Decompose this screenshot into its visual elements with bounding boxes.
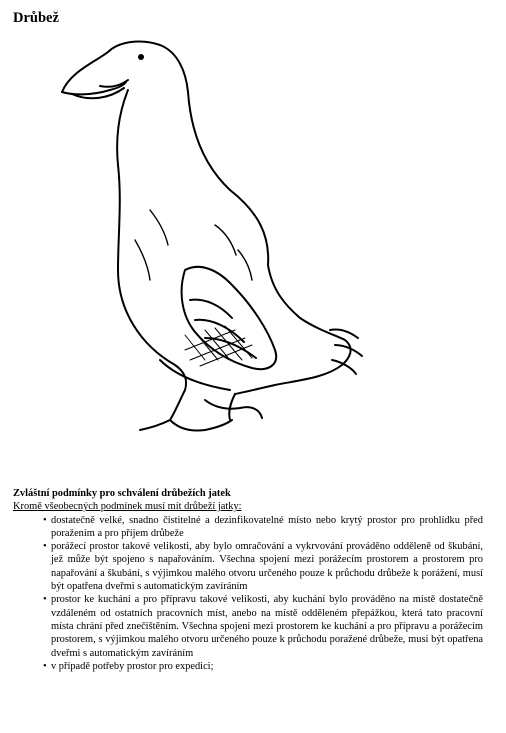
list-item-text: dostatečně velké, snadno čistitelné a dezinfikovatelné místo nebo krytý prostor pro prohlídku před poražením a pro příjem drůbeže [51, 514, 483, 539]
bullet-icon: • [43, 594, 47, 606]
requirements-section [13, 487, 483, 673]
list-item-text: porážecí prostor takové velikosti, aby bylo omračování a vykrvování prováděno odděleně od škubání, jež může být spojeno s napařováním. Všechna spojení mezi porážecím prostorem a prostorem pro napařování a škubání, s výjimkou malého otvoru určeného pouze k průchodu drůbeže k porážení, musí být opatřena dveřmi s automatickým zavíráním [51, 541, 483, 593]
goose-illustration [50, 30, 370, 450]
list-item-text: prostor ke kuchání a pro přípravu takové velikosti, aby kuchání bylo prováděno na místě dostatečně vzdáleném od ostatních pracovních míst, anebo na místě odděleném přepážkou, která tato pracovní místa chrání před znečištěním. Všechna spojení mezi prostorem ke kuchání a pro přípravu a porážecím prostorem, s výjimkou malého otvoru určeného pouze k průchodu poražené drůbeže, musí být opatřena dveřmi s automatickým zavíráním [51, 594, 483, 659]
page-title: Drůbež [13, 10, 59, 26]
requirements-list [13, 514, 483, 674]
section-heading: Zvláštní podmínky pro schválení drůbežích jatek [13, 488, 231, 499]
list-item [13, 514, 483, 541]
bullet-icon: • [43, 514, 47, 526]
list-item [13, 593, 483, 659]
section-intro: Kromě všeobecných podmínek musí mít drůbeží jatky: [13, 501, 242, 513]
list-item [13, 660, 483, 673]
bullet-icon: • [43, 541, 47, 553]
list-item [13, 540, 483, 593]
list-item-text: v případě potřeby prostor pro expedici; [51, 660, 214, 672]
bullet-icon: • [43, 660, 47, 672]
